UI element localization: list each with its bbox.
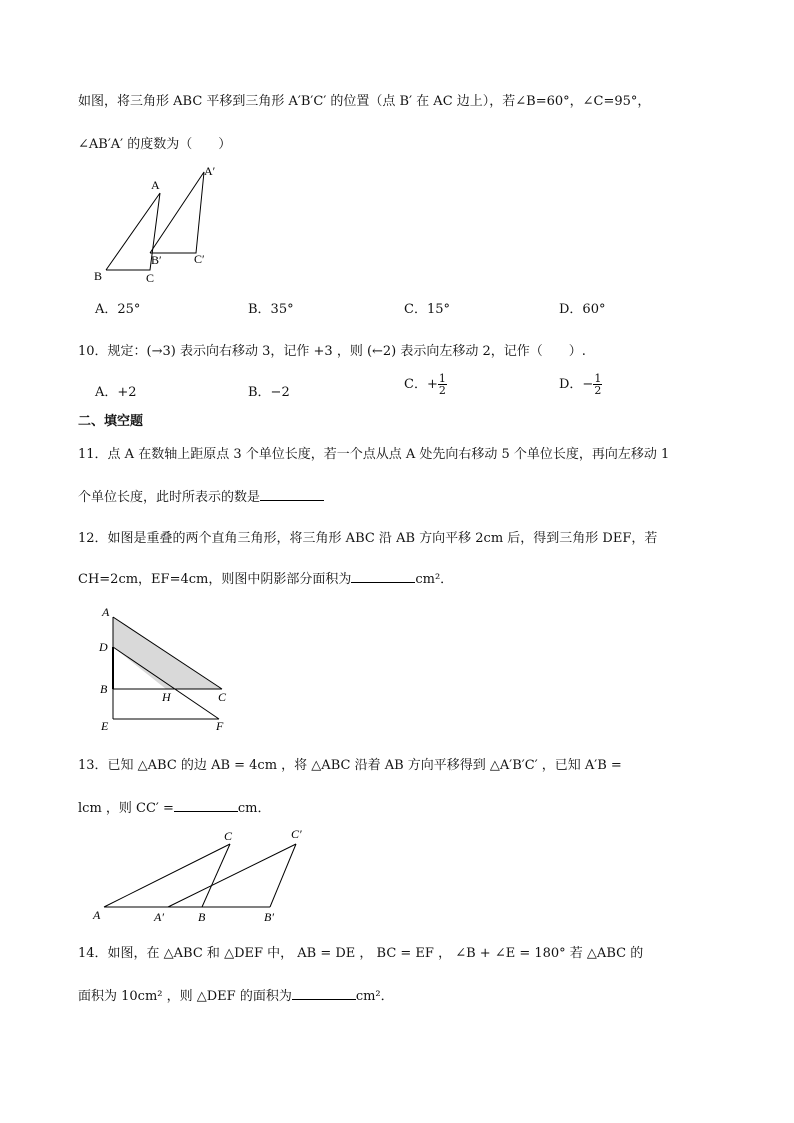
q13-label-C: C	[224, 829, 233, 843]
section-title: 二、填空题	[78, 414, 144, 429]
q13-line2	[78, 797, 271, 816]
q12-figure	[96, 600, 246, 735]
q13-label-B2: B′	[264, 910, 274, 924]
q13-answer-blank[interactable]	[174, 797, 238, 812]
q13-unit: cm．	[237, 801, 271, 816]
q13-label-A: A	[93, 908, 101, 922]
q10-option-c-denominator: 2	[438, 384, 446, 397]
q14-answer-blank[interactable]	[292, 985, 356, 1000]
q9-option-c: C．15°	[404, 302, 450, 317]
q12-label-H: H	[162, 690, 171, 704]
q9-line1: 如图，将三角形 ABC 平移到三角形 A′B′C′ 的位置（点 B′ 在 AC 边上），若∠B=60°，∠C=95°，	[78, 94, 651, 109]
q14-line2	[78, 985, 394, 1004]
q12-label-C: C	[218, 690, 227, 704]
q10-option-d-denominator: 2	[594, 384, 602, 397]
q12-line2-text: CH=2cm，EF=4cm，则图中阴影部分面积为	[78, 572, 352, 587]
q12-label-F: F	[216, 719, 224, 733]
q9-option-b: B．35°	[248, 302, 294, 317]
q11-answer-blank[interactable]	[260, 486, 324, 501]
q12-unit: cm²．	[415, 572, 454, 587]
q12-label-D: D	[99, 640, 108, 654]
q9-label-A: A	[151, 178, 160, 192]
q14-line1: 14．如图，在 △ABC 和 △DEF 中， AB = DE ， BC = EF ， ∠B + ∠E = 180° 若 △ABC 的	[78, 946, 644, 961]
q10-option-c	[404, 373, 447, 396]
q9-label-C2: C′	[194, 252, 205, 266]
q10-option-d-numerator: 1	[594, 372, 602, 385]
q10-option-b: B．−2	[248, 385, 290, 400]
q11-line2	[78, 486, 324, 505]
q13-line2-text: lcm ，则 CC′ =	[78, 801, 174, 816]
q10-option-c-fraction	[438, 373, 447, 396]
q13-label-B: B	[198, 910, 206, 924]
q10-option-d-fraction	[593, 373, 602, 396]
q12-line2	[78, 568, 453, 587]
q12-answer-blank[interactable]	[351, 568, 415, 583]
q10-text: 10．规定：(→3) 表示向右移动 3，记作 +3 ，则 (←2) 表示向左移动 2，记作（ ）.	[78, 344, 586, 359]
q12-line1: 12．如图是重叠的两个直角三角形，将三角形 ABC 沿 AB 方向平移 2cm 后，得到三角形 DEF，若	[78, 531, 658, 546]
q9-label-B: B	[94, 269, 103, 283]
q11-line1: 11．点 A 在数轴上距原点 3 个单位长度，若一个点从点 A 处先向右移动 5 个单位长度，再向左移动 1	[78, 447, 670, 462]
q12-label-B: B	[100, 682, 108, 696]
q13-line1: 13．已知 △ABC 的边 AB = 4cm ，将 △ABC 沿着 AB 方向平移得到 △A′B′C′ ，已知 A′B =	[78, 758, 622, 773]
q11-line2-text: 个单位长度，此时所表示的数是	[78, 490, 261, 505]
q12-label-A: A	[102, 605, 110, 619]
q9-option-a: A．25°	[95, 302, 141, 317]
q13-label-C2: C′	[291, 827, 302, 841]
q10-option-d-prefix: D．−	[559, 377, 594, 392]
q9-figure	[88, 160, 228, 285]
q9-line2: ∠AB′A′ 的度数为（ ）	[78, 137, 232, 152]
q10-option-d	[559, 373, 602, 396]
q9-label-B2: B′	[151, 253, 162, 267]
q13-label-A2: A′	[154, 910, 164, 924]
q12-label-E: E	[101, 719, 109, 733]
q14-unit: cm²．	[355, 989, 394, 1004]
q13-figure	[88, 824, 318, 924]
q10-option-a: A．+2	[95, 385, 137, 400]
q14-line2-text: 面积为 10cm² ，则 △DEF 的面积为	[78, 989, 292, 1004]
q10-option-c-prefix: C．+	[404, 377, 438, 392]
q9-label-C: C	[146, 271, 155, 285]
q10-option-c-numerator: 1	[438, 372, 446, 385]
q9-option-d: D．60°	[559, 302, 606, 317]
q9-label-A2: A′	[204, 164, 216, 178]
